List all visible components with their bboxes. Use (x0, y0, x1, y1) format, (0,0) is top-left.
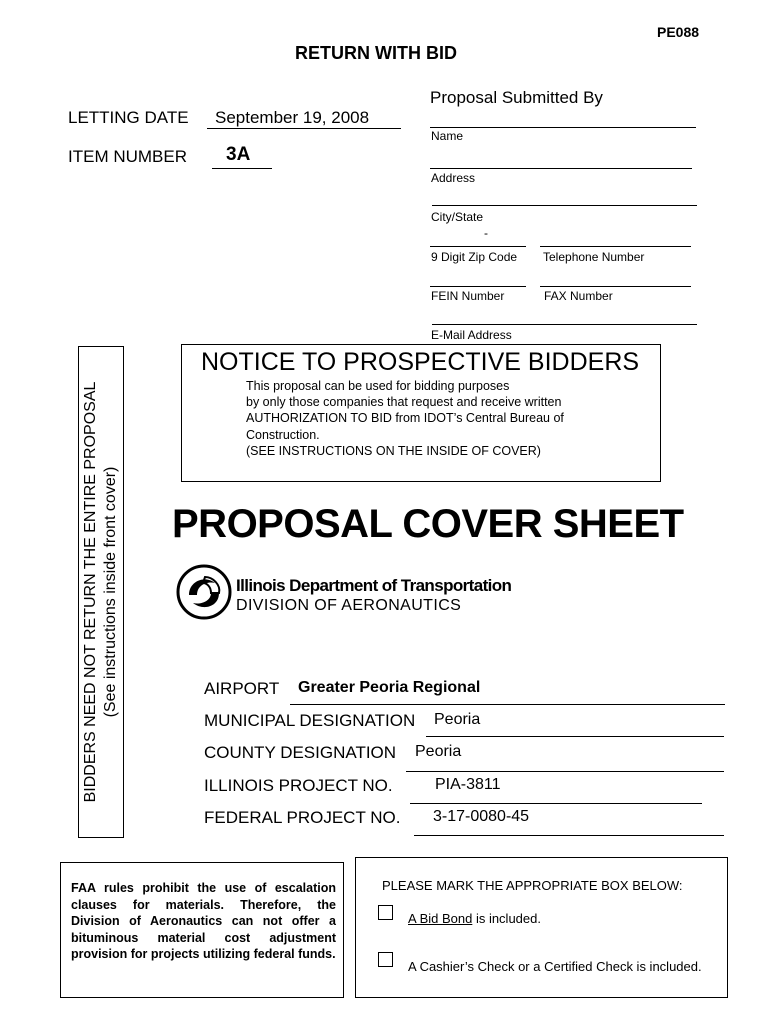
city-state-field-label: City/State (431, 210, 484, 224)
letting-date-underline (207, 128, 401, 129)
main-title: PROPOSAL COVER SHEET (172, 502, 684, 546)
bid-bond-checkbox[interactable] (378, 905, 393, 920)
bid-bond-option (408, 911, 541, 926)
notice-line: Construction. (246, 427, 320, 442)
notice-line: AUTHORIZATION TO BID from IDOT’s Central Bureau of (246, 411, 564, 426)
fax-field-label: FAX Number (544, 289, 613, 303)
address-field-label: Address (431, 171, 476, 185)
letting-date-value: September 19, 2008 (215, 108, 370, 127)
return-with-bid-heading: RETURN WITH BID (295, 43, 457, 63)
phone-field-label: Telephone Number (543, 250, 645, 264)
notice-line: by only those companies that request and receive written (246, 395, 562, 410)
municipal-label: MUNICIPAL DESIGNATION (204, 711, 416, 730)
zip-dash: - (484, 226, 488, 240)
item-number-label: ITEM NUMBER (68, 147, 187, 166)
side-note-line-1: BIDDERS NEED NOT RETURN THE ENTIRE PROPOSAL (82, 381, 99, 803)
side-note-line-2: (See instructions inside front cover) (102, 466, 119, 718)
zip-field-label: 9 Digit Zip Code (431, 250, 518, 264)
fein-field-label: FEIN Number (431, 289, 505, 303)
airport-label: AIRPORT (204, 679, 280, 698)
agency-name: Illinois Department of Transportation (236, 576, 512, 595)
municipal-underline (426, 736, 724, 737)
cashier-check-checkbox[interactable] (378, 952, 393, 967)
city-state-field-line[interactable] (432, 205, 697, 206)
county-label: COUNTY DESIGNATION (204, 743, 397, 762)
il-project-value: PIA-3811 (435, 776, 501, 793)
idot-logo-icon (175, 563, 233, 621)
form-code: PE088 (657, 24, 700, 40)
airport-value: Greater Peoria Regional (298, 679, 481, 696)
fed-project-underline (414, 835, 724, 836)
fed-project-value: 3-17-0080-45 (433, 808, 530, 825)
fed-project-label: FEDERAL PROJECT NO. (204, 808, 401, 827)
notice-text (246, 378, 564, 459)
fax-field-line[interactable] (540, 286, 691, 287)
name-field-label: Name (431, 129, 464, 143)
notice-line: (SEE INSTRUCTIONS ON THE INSIDE OF COVER) (246, 443, 541, 458)
bid-bond-rest: is included. (472, 911, 541, 926)
il-project-underline (410, 803, 702, 804)
item-number-underline (212, 168, 272, 169)
name-field-line[interactable] (430, 127, 696, 128)
county-underline (406, 771, 724, 772)
side-note (81, 347, 121, 837)
zip-field-line[interactable] (430, 246, 526, 247)
email-field-label: E-Mail Address (431, 328, 512, 342)
letting-date-label: LETTING DATE (68, 108, 189, 127)
mark-box-title: PLEASE MARK THE APPROPRIATE BOX BELOW: (382, 878, 683, 893)
fein-field-line[interactable] (430, 286, 526, 287)
cashier-check-label: A Cashier’s Check or a Certified Check is included. (408, 959, 702, 974)
il-project-label: ILLINOIS PROJECT NO. (204, 776, 393, 795)
bid-bond-link[interactable]: A Bid Bond (408, 911, 473, 926)
notice-title: NOTICE TO PROSPECTIVE BIDDERS (201, 348, 640, 376)
submitted-by-title: Proposal Submitted By (430, 88, 603, 107)
email-field-line[interactable] (432, 324, 697, 325)
faa-note-text: FAA rules prohibit the use of escalation clauses for materials. Therefore, the Division of Aeronautics can not offer a bituminous material cost adjustment provision for projects utilizing federal funds. (71, 881, 336, 962)
item-number-value: 3A (226, 144, 251, 165)
municipal-value: Peoria (434, 711, 481, 728)
airport-underline (290, 704, 725, 705)
notice-line: This proposal can be used for bidding purposes (246, 379, 510, 393)
agency-division: DIVISION OF AERONAUTICS (236, 597, 462, 614)
county-value: Peoria (415, 743, 462, 760)
phone-field-line[interactable] (540, 246, 691, 247)
address-field-line[interactable] (430, 168, 692, 169)
